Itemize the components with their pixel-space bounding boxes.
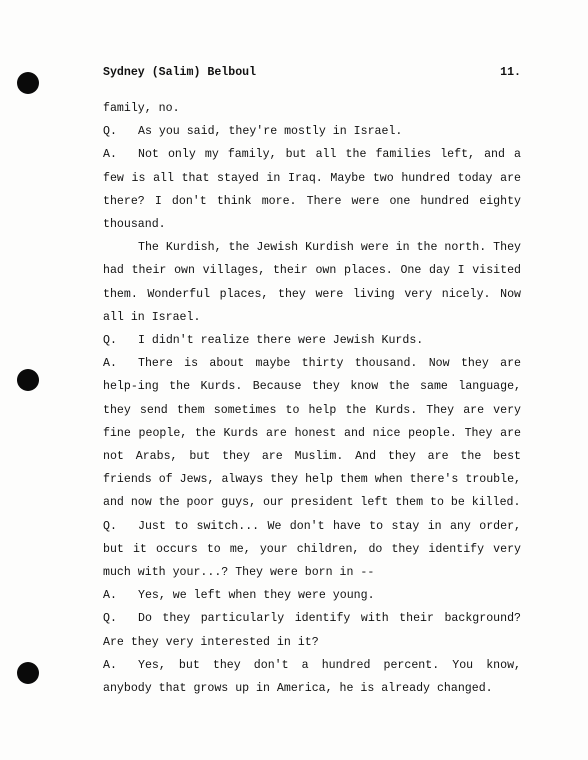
paragraph-text: Just to switch... We don't have to stay in any order, but it occurs to me, your children, do they identify very much with your...? They were born in -- xyxy=(103,519,521,580)
paragraph-text: family, no. xyxy=(103,102,180,115)
paragraph-continuation xyxy=(103,97,521,120)
paragraph-text: As you said, they're mostly in Israel. xyxy=(138,125,403,139)
paragraph-text: The Kurdish, the Jewish Kurdish were in the north. They had their own villages, their own places. One day I visited them. Wonderful places, they were living very nicely. Now all in Israel. xyxy=(103,241,521,324)
answer-paragraph xyxy=(103,654,521,700)
interviewee-name: Sydney (Salim) Belboul xyxy=(103,66,257,79)
speaker-label: Q. xyxy=(103,612,117,626)
speaker-label: A. xyxy=(103,589,117,603)
question-paragraph xyxy=(103,607,521,653)
binder-hole-bottom xyxy=(17,662,39,684)
page-number: 11. xyxy=(500,66,521,79)
speaker-label: A. xyxy=(103,658,117,672)
speaker-label: Q. xyxy=(103,125,117,139)
question-paragraph xyxy=(103,515,521,585)
paragraph-text: Do they particularly identify with their background? Are they very interested in it? xyxy=(103,612,521,649)
answer-paragraph xyxy=(103,352,521,514)
binder-hole-top xyxy=(17,72,39,94)
answer-paragraph xyxy=(103,143,521,236)
binder-hole-middle xyxy=(17,369,39,391)
paragraph-text: Yes, we left when they were young. xyxy=(138,589,375,603)
answer-continuation-paragraph xyxy=(103,236,521,329)
paragraph-text: I didn't realize there were Jewish Kurds. xyxy=(138,334,424,348)
speaker-label: A. xyxy=(103,148,117,162)
paragraph-text: Yes, but they don't a hundred percent. You know, anybody that grows up in America, he is already changed. xyxy=(103,658,521,696)
paragraph-text: There is about maybe thirty thousand. Now they are help-ing the Kurds. Because they know the same language, they send them sometimes to help the Kurds. They are very fine people, the Kurds are honest and nice people. They are not Arabs, but they are Muslim. And they are the best friends of Jews, always they help them when there's trouble, and now the poor guys, our president left them to be killed. xyxy=(103,357,521,510)
speaker-label: A. xyxy=(103,357,117,371)
speaker-label: Q. xyxy=(103,519,117,533)
paragraph-text: Not only my family, but all the families left, and a few is all that stayed in Iraq. Maybe two hundred today are there? I don't think more. There were one hundred eighty thousand. xyxy=(103,148,521,232)
question-paragraph xyxy=(103,120,521,143)
page-header xyxy=(103,66,521,82)
answer-paragraph xyxy=(103,584,521,607)
question-paragraph xyxy=(103,329,521,352)
transcript-body xyxy=(103,97,521,700)
speaker-label: Q. xyxy=(103,334,117,348)
